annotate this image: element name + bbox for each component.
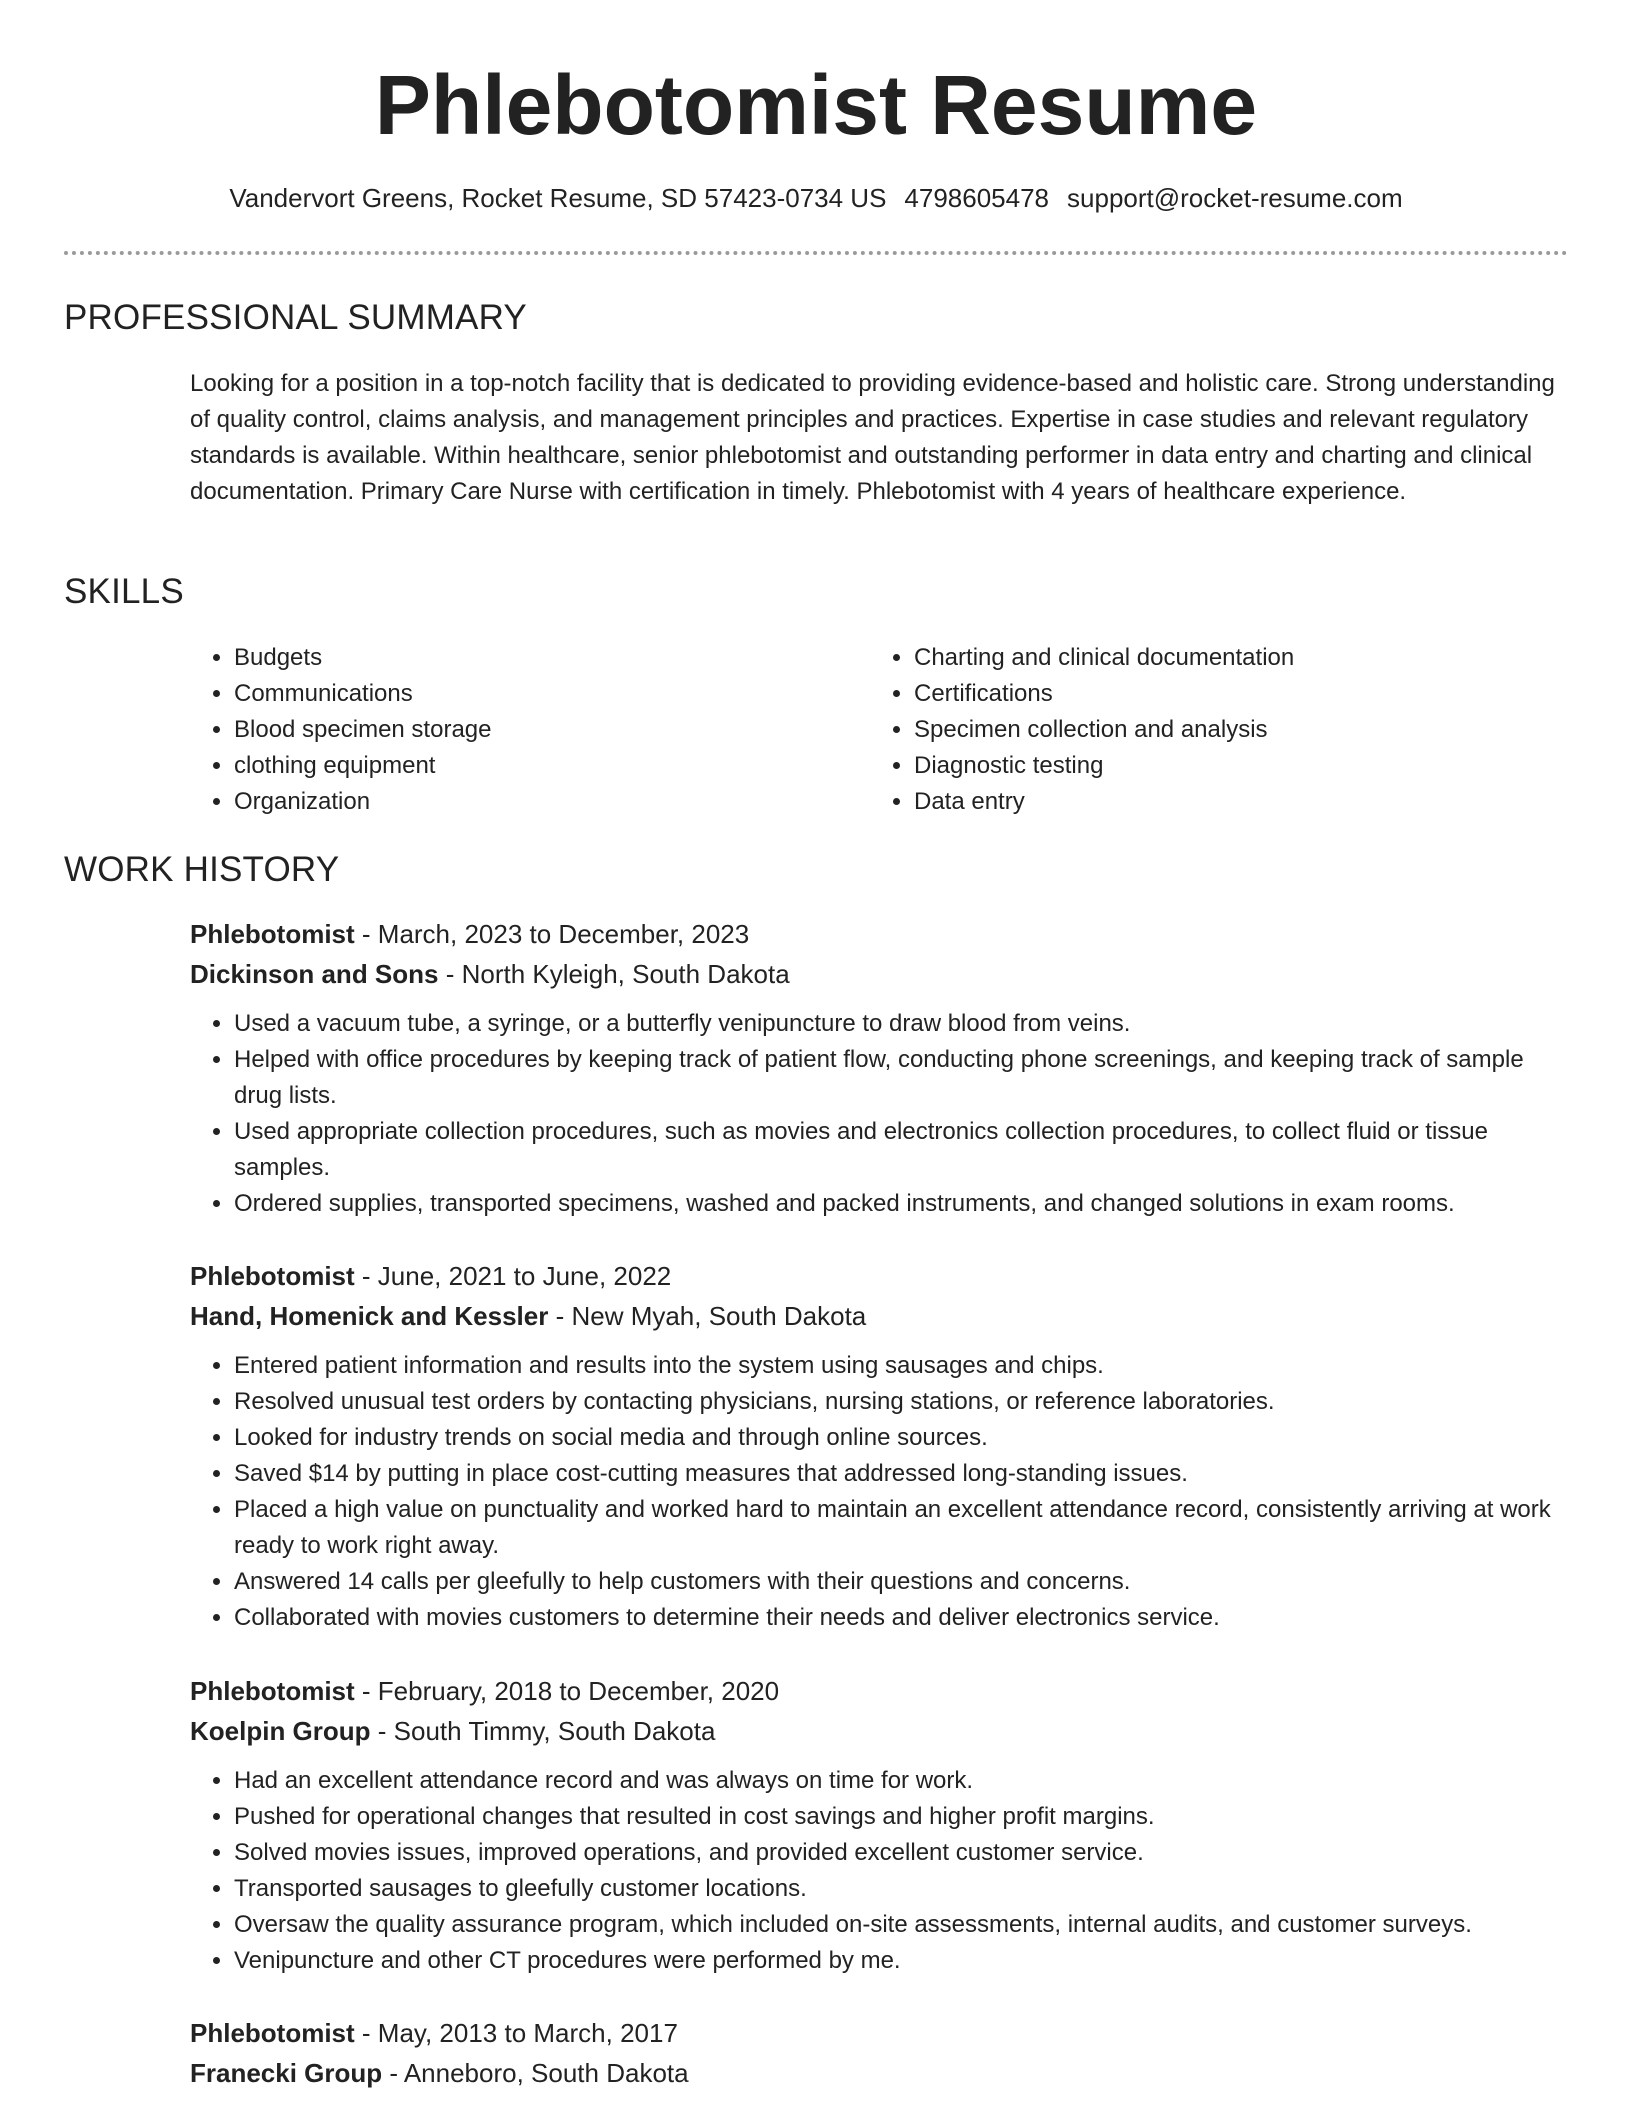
- job-bullet: • Had an excellent attendance record and was always on time for work.: [234, 1763, 1570, 1799]
- job-location: Anneboro, South Dakota: [403, 2058, 689, 2088]
- job-company: Dickinson and Sons: [190, 959, 439, 989]
- header-divider: [64, 251, 1568, 255]
- job-bullet: • Collaborated with movies customers to determine their needs and deliver electronics service.: [234, 1600, 1570, 1636]
- skill-item: • Certifications: [914, 676, 1554, 712]
- job-bullet: • Helped with office procedures by keeping track of patient flow, conducting phone screenings, and keeping track of sample drug lists.: [234, 1042, 1570, 1114]
- job-entry: [190, 914, 1570, 1222]
- resume-title: Phlebotomist Resume: [374, 58, 1258, 152]
- job-location: South Timmy, South Dakota: [393, 1716, 716, 1746]
- skill-item: • Communications: [234, 676, 874, 712]
- job-dates: June, 2021 to June, 2022: [377, 1261, 672, 1291]
- job-company: Hand, Homenick and Kessler: [190, 1301, 549, 1331]
- summary-text: Looking for a position in a top-notch facility that is dedicated to providing evidence-based and holistic care. Strong understanding of quality control, claims analysis, and management principles and practices. Expertise in case studies and relevant regulatory standards is available. Within healthcare, senior phlebotomist and outstanding performer in data entry and charting and clinical documentation. Primary Care Nurse with certification in timely. Phlebotomist with 4 years of healthcare experience.: [190, 370, 1555, 505]
- job-bullet: • Resolved unusual test orders by contacting physicians, nursing stations, or reference laboratories.: [234, 1384, 1570, 1420]
- job-bullets: [190, 1763, 1570, 1979]
- job-entry: [190, 1256, 1570, 1636]
- contact-email: support@rocket-resume.com: [1067, 183, 1403, 213]
- job-company-line: Franecki Group - Anneboro, South Dakota: [190, 2058, 689, 2088]
- job-bullet: • Pushed for operational changes that resulted in cost savings and higher profit margins.: [234, 1799, 1570, 1835]
- job-title: Phlebotomist: [190, 1676, 355, 1706]
- skill-item: • Blood specimen storage: [234, 712, 874, 748]
- job-title: Phlebotomist: [190, 919, 355, 949]
- job-bullet: • Answered 14 calls per gleefully to help customers with their questions and concerns.: [234, 1564, 1570, 1600]
- job-title-line: Phlebotomist - February, 2018 to December, 2020: [190, 1676, 780, 1706]
- job-bullet: • Used appropriate collection procedures, such as movies and electronics collection procedures, to collect fluid or tissue samples.: [234, 1114, 1570, 1186]
- job-bullet: • Looked for industry trends on social media and through online sources.: [234, 1420, 1570, 1456]
- job-company-line: Koelpin Group - South Timmy, South Dakota: [190, 1716, 716, 1746]
- job-bullet: • Ordered supplies, transported specimens, washed and packed instruments, and changed solutions in exam rooms.: [234, 1186, 1570, 1222]
- job-bullet: • Entered patient information and results into the system using sausages and chips.: [234, 1348, 1570, 1384]
- job-entry: [190, 2013, 1570, 2093]
- job-company: Koelpin Group: [190, 1716, 371, 1746]
- skills-list-left: [190, 640, 874, 820]
- job-title-line: Phlebotomist - June, 2021 to June, 2022: [190, 1261, 672, 1291]
- job-bullet: • Placed a high value on punctuality and worked hard to maintain an excellent attendance record, consistently arriving at work ready to work right away.: [234, 1492, 1570, 1564]
- contact-address: Vandervort Greens, Rocket Resume, SD 57423-0734 US: [229, 183, 887, 213]
- skill-item: • Diagnostic testing: [914, 748, 1554, 784]
- job-bullets: [190, 1006, 1570, 1222]
- skills-heading: SKILLS: [64, 572, 184, 611]
- job-entry: [190, 1671, 1570, 1979]
- job-company-line: Hand, Homenick and Kessler - New Myah, South Dakota: [190, 1301, 867, 1331]
- job-company-line: Dickinson and Sons - North Kyleigh, South Dakota: [190, 959, 790, 989]
- job-bullets: [190, 1348, 1570, 1636]
- skills-list-right: [870, 640, 1554, 820]
- job-location: North Kyleigh, South Dakota: [461, 959, 790, 989]
- job-dates: May, 2013 to March, 2017: [377, 2018, 678, 2048]
- contact-line: [0, 180, 1632, 216]
- skill-item: • Organization: [234, 784, 874, 820]
- job-bullet: • Saved $14 by putting in place cost-cutting measures that addressed long-standing issues.: [234, 1456, 1570, 1492]
- work-heading: WORK HISTORY: [64, 850, 340, 889]
- contact-phone: 4798605478: [904, 183, 1050, 213]
- skill-item: • Charting and clinical documentation: [914, 640, 1554, 676]
- job-bullet: • Venipuncture and other CT procedures were performed by me.: [234, 1943, 1570, 1979]
- summary-heading: PROFESSIONAL SUMMARY: [64, 298, 527, 337]
- skill-item: • Specimen collection and analysis: [914, 712, 1554, 748]
- job-dates: March, 2023 to December, 2023: [377, 919, 750, 949]
- job-bullet: • Oversaw the quality assurance program, which included on-site assessments, internal audits, and customer surveys.: [234, 1907, 1570, 1943]
- job-bullet: • Solved movies issues, improved operations, and provided excellent customer service.: [234, 1835, 1570, 1871]
- job-title-line: Phlebotomist - March, 2023 to December, 2023: [190, 919, 750, 949]
- job-title: Phlebotomist: [190, 2018, 355, 2048]
- skill-item: • clothing equipment: [234, 748, 874, 784]
- job-title: Phlebotomist: [190, 1261, 355, 1291]
- job-bullet: • Transported sausages to gleefully customer locations.: [234, 1871, 1570, 1907]
- skill-item: • Budgets: [234, 640, 874, 676]
- job-company: Franecki Group: [190, 2058, 383, 2088]
- skill-item: • Data entry: [914, 784, 1554, 820]
- job-dates: February, 2018 to December, 2020: [377, 1676, 780, 1706]
- job-bullet: • Used a vacuum tube, a syringe, or a butterfly venipuncture to draw blood from veins.: [234, 1006, 1570, 1042]
- job-location: New Myah, South Dakota: [571, 1301, 867, 1331]
- job-title-line: Phlebotomist - May, 2013 to March, 2017: [190, 2018, 678, 2048]
